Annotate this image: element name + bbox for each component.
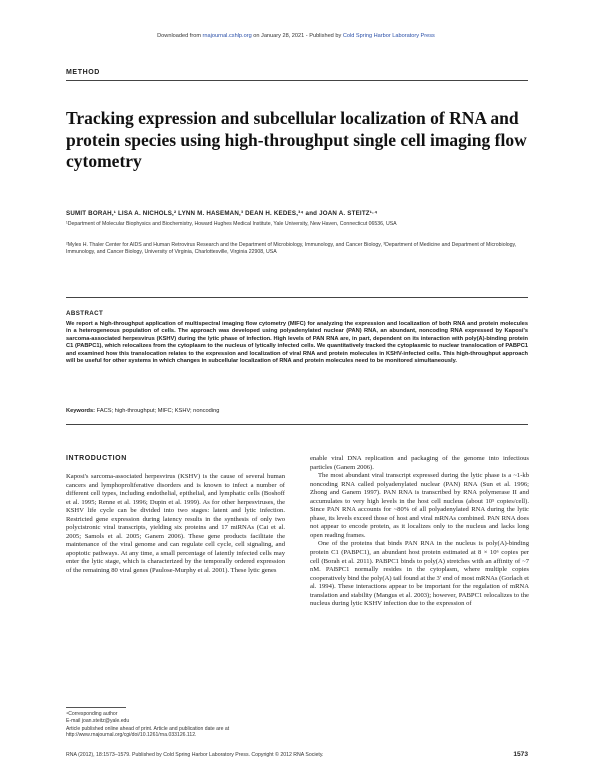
keywords-label: Keywords: (66, 408, 96, 414)
keywords-line (66, 408, 528, 414)
footnote-rule (66, 707, 126, 708)
paragraph: Kaposi's sarcoma-associated herpesvirus (KSHV) is the cause of several human cancers and lymphoproliferative disorders and is known to infect a number of different cell types, including endothelial, epithelial, and lymphatic cells (Boshoff et al. 1995; Renne et al. 1996; Dupin et al. 1999). As for other herpesviruses, the KSHV life cycle can be divided into two stages: latent and lytic infection. Restricted gene expression during latency results in the synthesis of only two polycistronic viral transcripts, yielding six proteins and 17 miRNAs (Cai et al. 2005; Samols et al. 2005; Ganem 2006). These gene products facilitate the maintenance of the viral genome and can regulate cell cycle, cell signaling, and apoptotic pathways. At any time, a small percentage of latently infected cells may enter the lytic stage, which is characterized by the temporally ordered expression of the remaining 80 viral genes (Paulose-Murphy et al. 2001). These lytic genes (66, 473, 285, 575)
paragraph: The most abundant viral transcript expressed during the lytic phase is a ~1-kb noncoding RNA called polyadenylated nuclear (PAN) RNA (Sun et al. 1996; Zhong and Ganem 1997). PAN RNA is transcribed by RNA polymerase II and accumulates to very high levels in the host cell nucleus (about 10⁵ copies/cell). Since PAN RNA accounts for ~80% of all polyadenylated RNA during the lytic phase, its levels exceed those of host and viral mRNAs combined. PAN RNA does not appear to encode protein, as it localizes only to the nucleus and lacks long open reading frames. (310, 472, 529, 539)
page-number: 1573 (513, 751, 528, 758)
download-suffix: on January 28, 2021 - Published by (253, 33, 342, 39)
footnote-email: E-mail joan.steitz@yale.edu (66, 718, 130, 724)
abstract-rule (66, 297, 528, 298)
keywords-rule (66, 424, 528, 425)
author-list: SUMIT BORAH,¹ LISA A. NICHOLS,² LYNN M. HASEMAN,³ DEAN H. KEDES,³⁴ and JOAN A. STEITZ¹·⁴ (66, 210, 378, 217)
download-banner (0, 33, 592, 39)
article-title: Tracking expression and subcellular localization of RNA and protein species using high-throughput single cell imaging flow cytometry (66, 108, 527, 171)
left-column (66, 473, 285, 576)
citation-line: RNA (2012), 18:1573–1579. Published by Cold Spring Harbor Laboratory Press. Copyright © 2012 RNA Society. (66, 752, 324, 758)
affiliation-1: ¹Department of Molecular Biophysics and Biochemistry, Howard Hughes Medical Institute, Yale University, New Haven, Connecticut 06536, USA (66, 221, 397, 227)
affiliation-2: ²Myles H. Thaler Center for AIDS and Human Retrovirus Research and the Department of Microbiology, Immunology, and Cancer Biology, ³Department of Medicine and Department of Microbiology, Immunology, and Cancer Biology, University of Virginia, Charlottesville, Virginia 22908, USA (66, 242, 517, 255)
journal-link[interactable]: rnajournal.cshlp.org (202, 33, 252, 39)
publisher-link[interactable]: Cold Spring Harbor Laboratory Press (342, 33, 435, 39)
keywords-value: FACS; high-throughput; MIFC; KSHV; noncoding (96, 408, 220, 414)
abstract-text: We report a high-throughput application of multispectral imaging flow cytometry (MIFC) for analyzing the expression and localization of both RNA and protein molecules in a heterogeneous population of cells. The approach was developed using polyadenylated nuclear (PAN) RNA, an abundant, noncoding RNA expressed by Kaposi's sarcoma-associated herpesvirus (KSHV) during the lytic phase of infection. High levels of PAN RNA are, in part, dependent on its interaction with poly(A)-binding protein C1 (PABPC1), which relocalizes from the cytoplasm to the nucleus of lytically infected cells. We quantitatively tracked the cytoplasmic to nuclear translocation of PABPC1 and examined how this translocation relates to the expression and localization of viral RNA and protein molecules in KSHV-infected cells. This high-throughput approach will be useful for other systems in which changes in subcellular localization of RNA and protein molecules need to be monitored simultaneously. (66, 321, 528, 365)
footnote-doi: Article published online ahead of print. Article and publication date are at http://www.rnajournal.org/cgi/doi/10.1261/rna.033126.112. (66, 726, 230, 739)
abstract-heading: ABSTRACT (66, 310, 104, 317)
introduction-heading: INTRODUCTION (66, 455, 127, 462)
right-column (310, 455, 529, 609)
footnote-corresponding: ⁴Corresponding author (66, 711, 118, 717)
paragraph: One of the proteins that binds PAN RNA in the nucleus is poly(A)-binding protein C1 (PABPC1), an abundant host protein estimated at 8 × 10⁶ copies per cell (Borah et al. 2011). PABPC1 binds to poly(A) stretches with an affinity of ~7 nM. PABPC1 normally resides in the cytoplasm, where multiple copies cooperatively bind the poly(A) tail found at the 3′ end of most mRNAs (Gorlach et al. 1994). These interactions appear to be important for the regulation of mRNA translation and stability (Mangus et al. 2003); however, PABPC1 relocalizes to the nucleus during lytic KSHV infection due to the expression of (310, 540, 529, 608)
section-label: METHOD (66, 69, 100, 76)
download-prefix: Downloaded from (157, 33, 201, 39)
paragraph: enable viral DNA replication and packaging of the genome into infectious particles (Ganem 2006). (310, 455, 529, 471)
header-rule (66, 80, 528, 81)
